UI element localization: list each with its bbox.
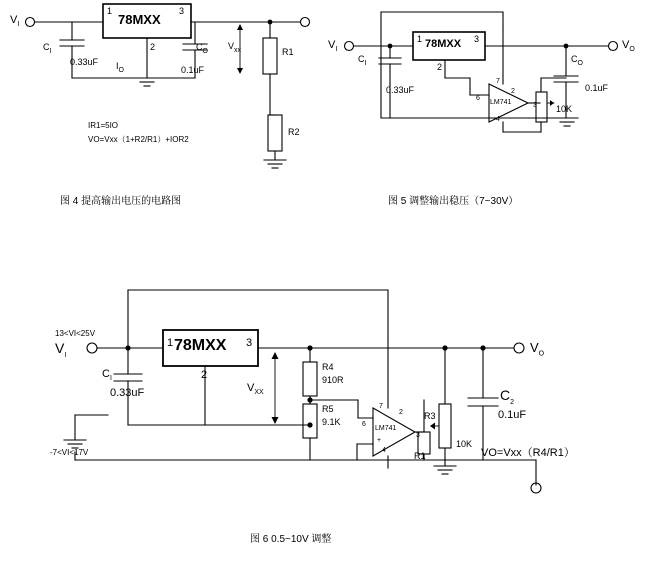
fig5-ic-label: 78MXX [425,38,462,50]
fig6-pin2-label: 2 [201,369,208,381]
fig5-ci-label: $C_I$ [358,54,367,67]
fig4-r2-label: R2 [288,127,300,137]
fig6-opamp-pin3: 3 [416,432,420,439]
fig6-c2-value: 0.1uF [498,409,527,421]
fig4-r1-label: R1 [282,47,294,57]
fig5-opamp-label: LM741 [490,99,512,106]
fig6-vxx-label: $V_{XX}$ [247,382,264,397]
fig5-opamp-pin6: 6 [476,95,480,102]
fig6-r4-value: 910R [322,375,344,385]
fig6-r4-label: R4 [322,362,334,372]
fig6-ic-label: 78MXX [174,337,227,354]
fig4-formula-1: IR1=5IO [88,121,119,130]
fig4-io-label: $I_O$ [116,61,124,74]
fig4-ic-label: 78MXX [118,12,161,27]
fig6-formula: VO=Vxx（R4/R1） [481,447,575,459]
fig6-opamp-pin6: 6 [362,421,366,428]
fig5-pin1-label: 1 [417,34,423,44]
fig5-co-label: $C_O$ [571,54,583,67]
fig4-co-value: 0.1uF [181,65,205,75]
fig6-vo-label: $V_O$ [530,340,545,358]
fig4-ci-value: 0.33uF [70,57,99,67]
fig6-ci-label: $C_I$ [102,368,112,383]
fig6-r1-label: R1 [414,451,426,461]
fig6-opamp-label: LM741 [375,425,397,432]
fig6-caption: 图 6 0.5~10V 调整 [250,534,332,545]
fig5-opamp-pin7: 7 [496,78,500,85]
fig5-opamp-pin3: 3 [533,102,537,109]
fig6-opamp-plus: + [377,437,382,444]
fig4-co-label: $C_O$ [196,42,208,55]
fig4-vi-label: $V_I$ [10,14,20,29]
fig6-vi-range-top: 13<VI<25V [55,329,96,338]
fig5-vi-label: $V_I$ [328,39,338,54]
fig6-vi-range-bottom: -7<VI<17V [50,448,89,457]
fig6-r3-label: R3 [424,411,436,421]
fig5-pot-label: 10K [556,104,573,114]
fig4-vxx-label: $V_{xx}$ [228,41,242,54]
fig5-caption: 图 5 调整输出稳压（7~30V） [388,196,519,207]
fig6-ci-value: 0.33uF [110,387,145,399]
fig4-pin3-label: 3 [179,6,185,16]
fig6-c2-label: $C_2$ [500,387,515,406]
fig6-pin3-label: 3 [246,337,253,349]
fig4-pin1-label: 1 [107,6,113,16]
fig4-caption: 图 4 提高输出电压的电路图 [60,196,182,207]
fig4-ci-label: $C_I$ [43,42,52,55]
fig6-r5-label: R5 [322,404,334,414]
fig6-pin1-label: 1 [167,337,174,349]
fig5-vo-label: $V_O$ [622,39,635,54]
fig5-opamp-pin4: 4 [496,116,500,123]
fig6-vi-label: $V_I$ [55,340,67,359]
fig6-opamp-pin7: 7 [379,403,383,410]
fig4-formula-2: VO=Vxx（1+R2/R1）+IOR2 [88,135,189,144]
fig5-opamp-pin2: 2 [511,88,515,95]
fig6-r5-value: 9.1K [322,417,341,427]
fig5-pin3-label: 3 [474,34,480,44]
fig6-opamp-pin4: 4 [382,447,386,454]
fig6-opamp-pin2: 2 [399,409,403,416]
fig6-pot-label: 10K [456,439,473,449]
fig5-co-value: 0.1uF [585,83,609,93]
fig5-pin2-label: 2 [437,62,443,72]
fig4-pin2-label: 2 [150,42,156,52]
fig5-ci-value: 0.33uF [386,85,415,95]
